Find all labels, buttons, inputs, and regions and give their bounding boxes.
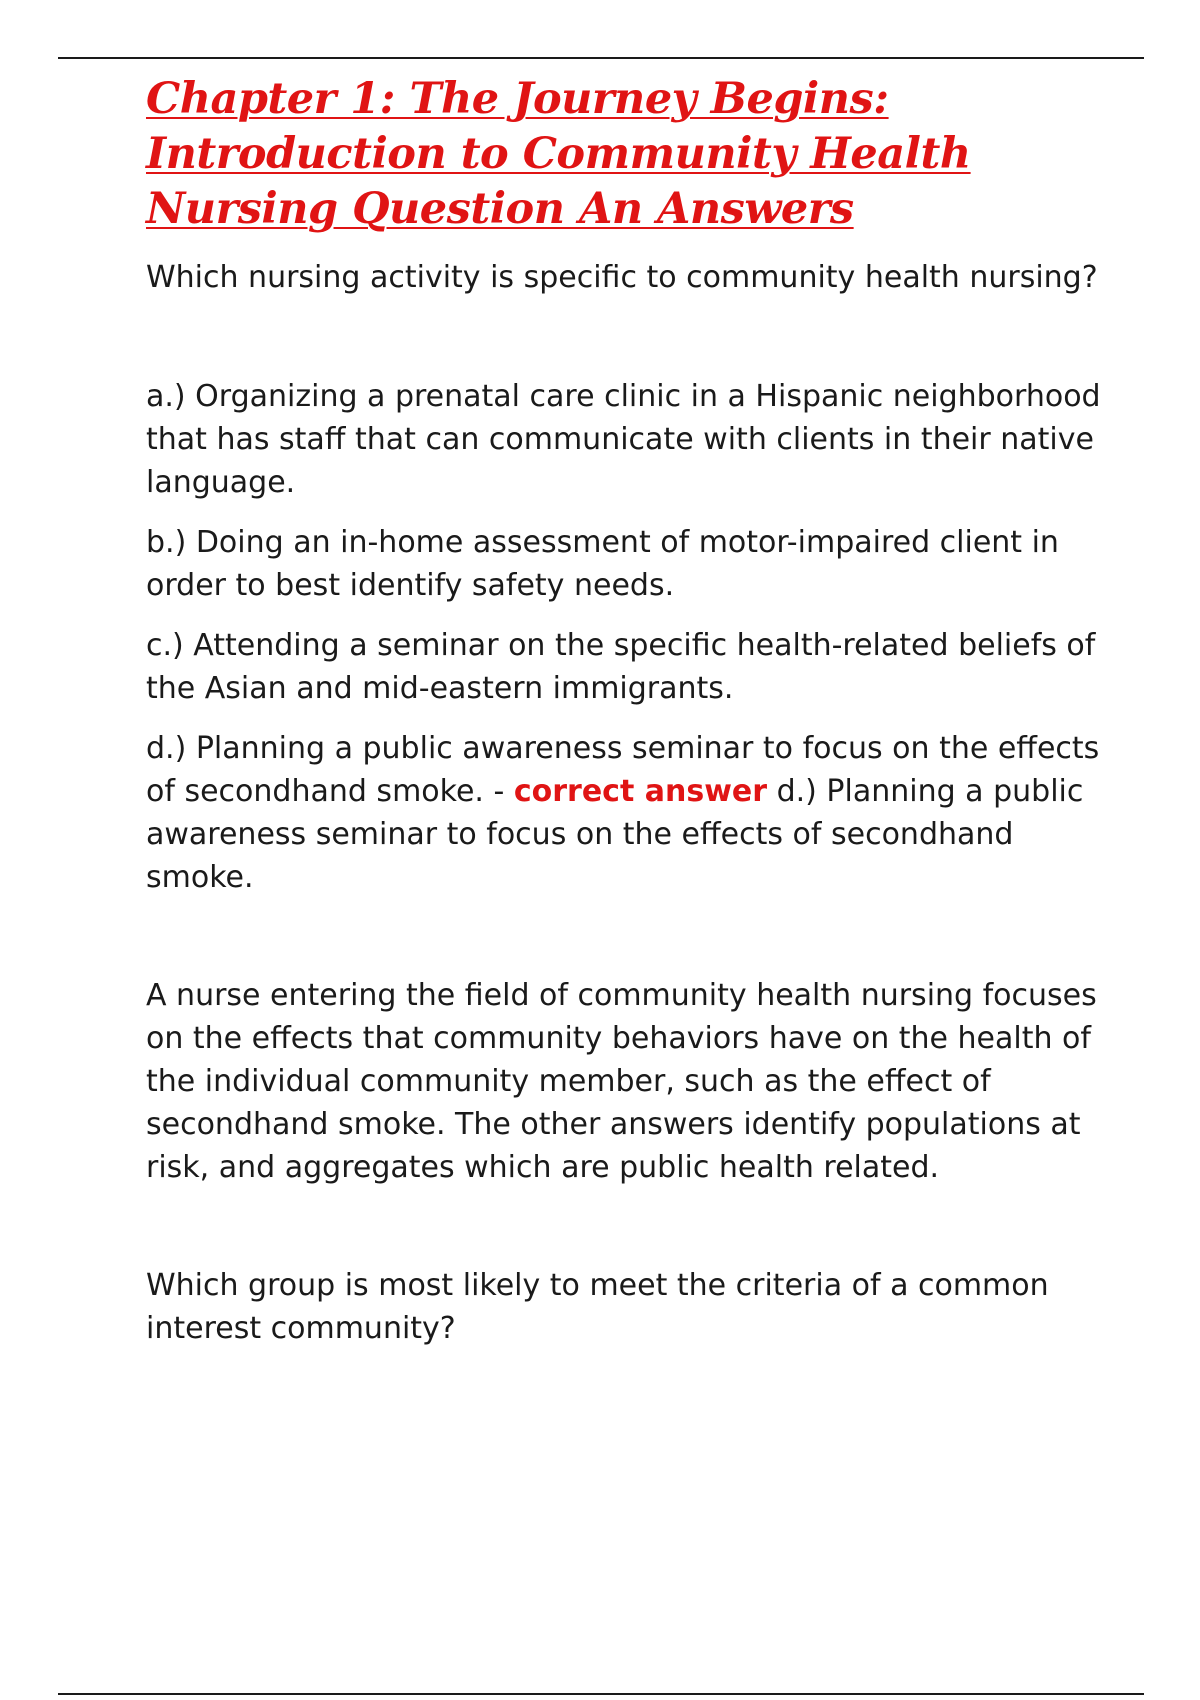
correct-answer-text: d.) Planning a public awareness seminar to focus on the effects of secondhand smoke. xyxy=(146,774,1084,895)
top-horizontal-rule xyxy=(58,57,1144,59)
bottom-horizontal-rule xyxy=(58,1693,1144,1695)
answer-rationale: A nurse entering the field of community health nursing focuses on the effects that community behaviors have on the health of the individual community member, such as the effect of secondhand smoke. The other answers identify populations at risk, and aggregates which are public health related. xyxy=(146,978,1097,1185)
chapter-title: Chapter 1: The Journey Begins: Introduction to Community Health Nursing Question An Answers xyxy=(146,74,971,234)
question-1-option-c: c.) Attending a seminar on the specific health-related beliefs of the Asian and mid-eastern immigrants. xyxy=(146,628,1096,706)
correct-answer-label: correct answer xyxy=(513,774,768,809)
question-1-option-a: a.) Organizing a prenatal care clinic in a Hispanic neighborhood that has staff that can communicate with clients in their native language. xyxy=(146,379,1101,500)
question-1-option-b: b.) Doing an in-home assessment of motor-impaired client in order to best identify safety needs. xyxy=(146,525,1059,603)
question-1-prompt: Which nursing activity is specific to community health nursing? xyxy=(146,260,1098,295)
option-d-text: d.) Planning a public awareness seminar to focus on the effects of secondhand smoke. - xyxy=(146,731,1100,809)
document-body xyxy=(146,72,1106,1350)
question-2-prompt: Which group is most likely to meet the criteria of a common interest community? xyxy=(146,1268,1049,1346)
question-1-option-d xyxy=(146,727,1106,899)
